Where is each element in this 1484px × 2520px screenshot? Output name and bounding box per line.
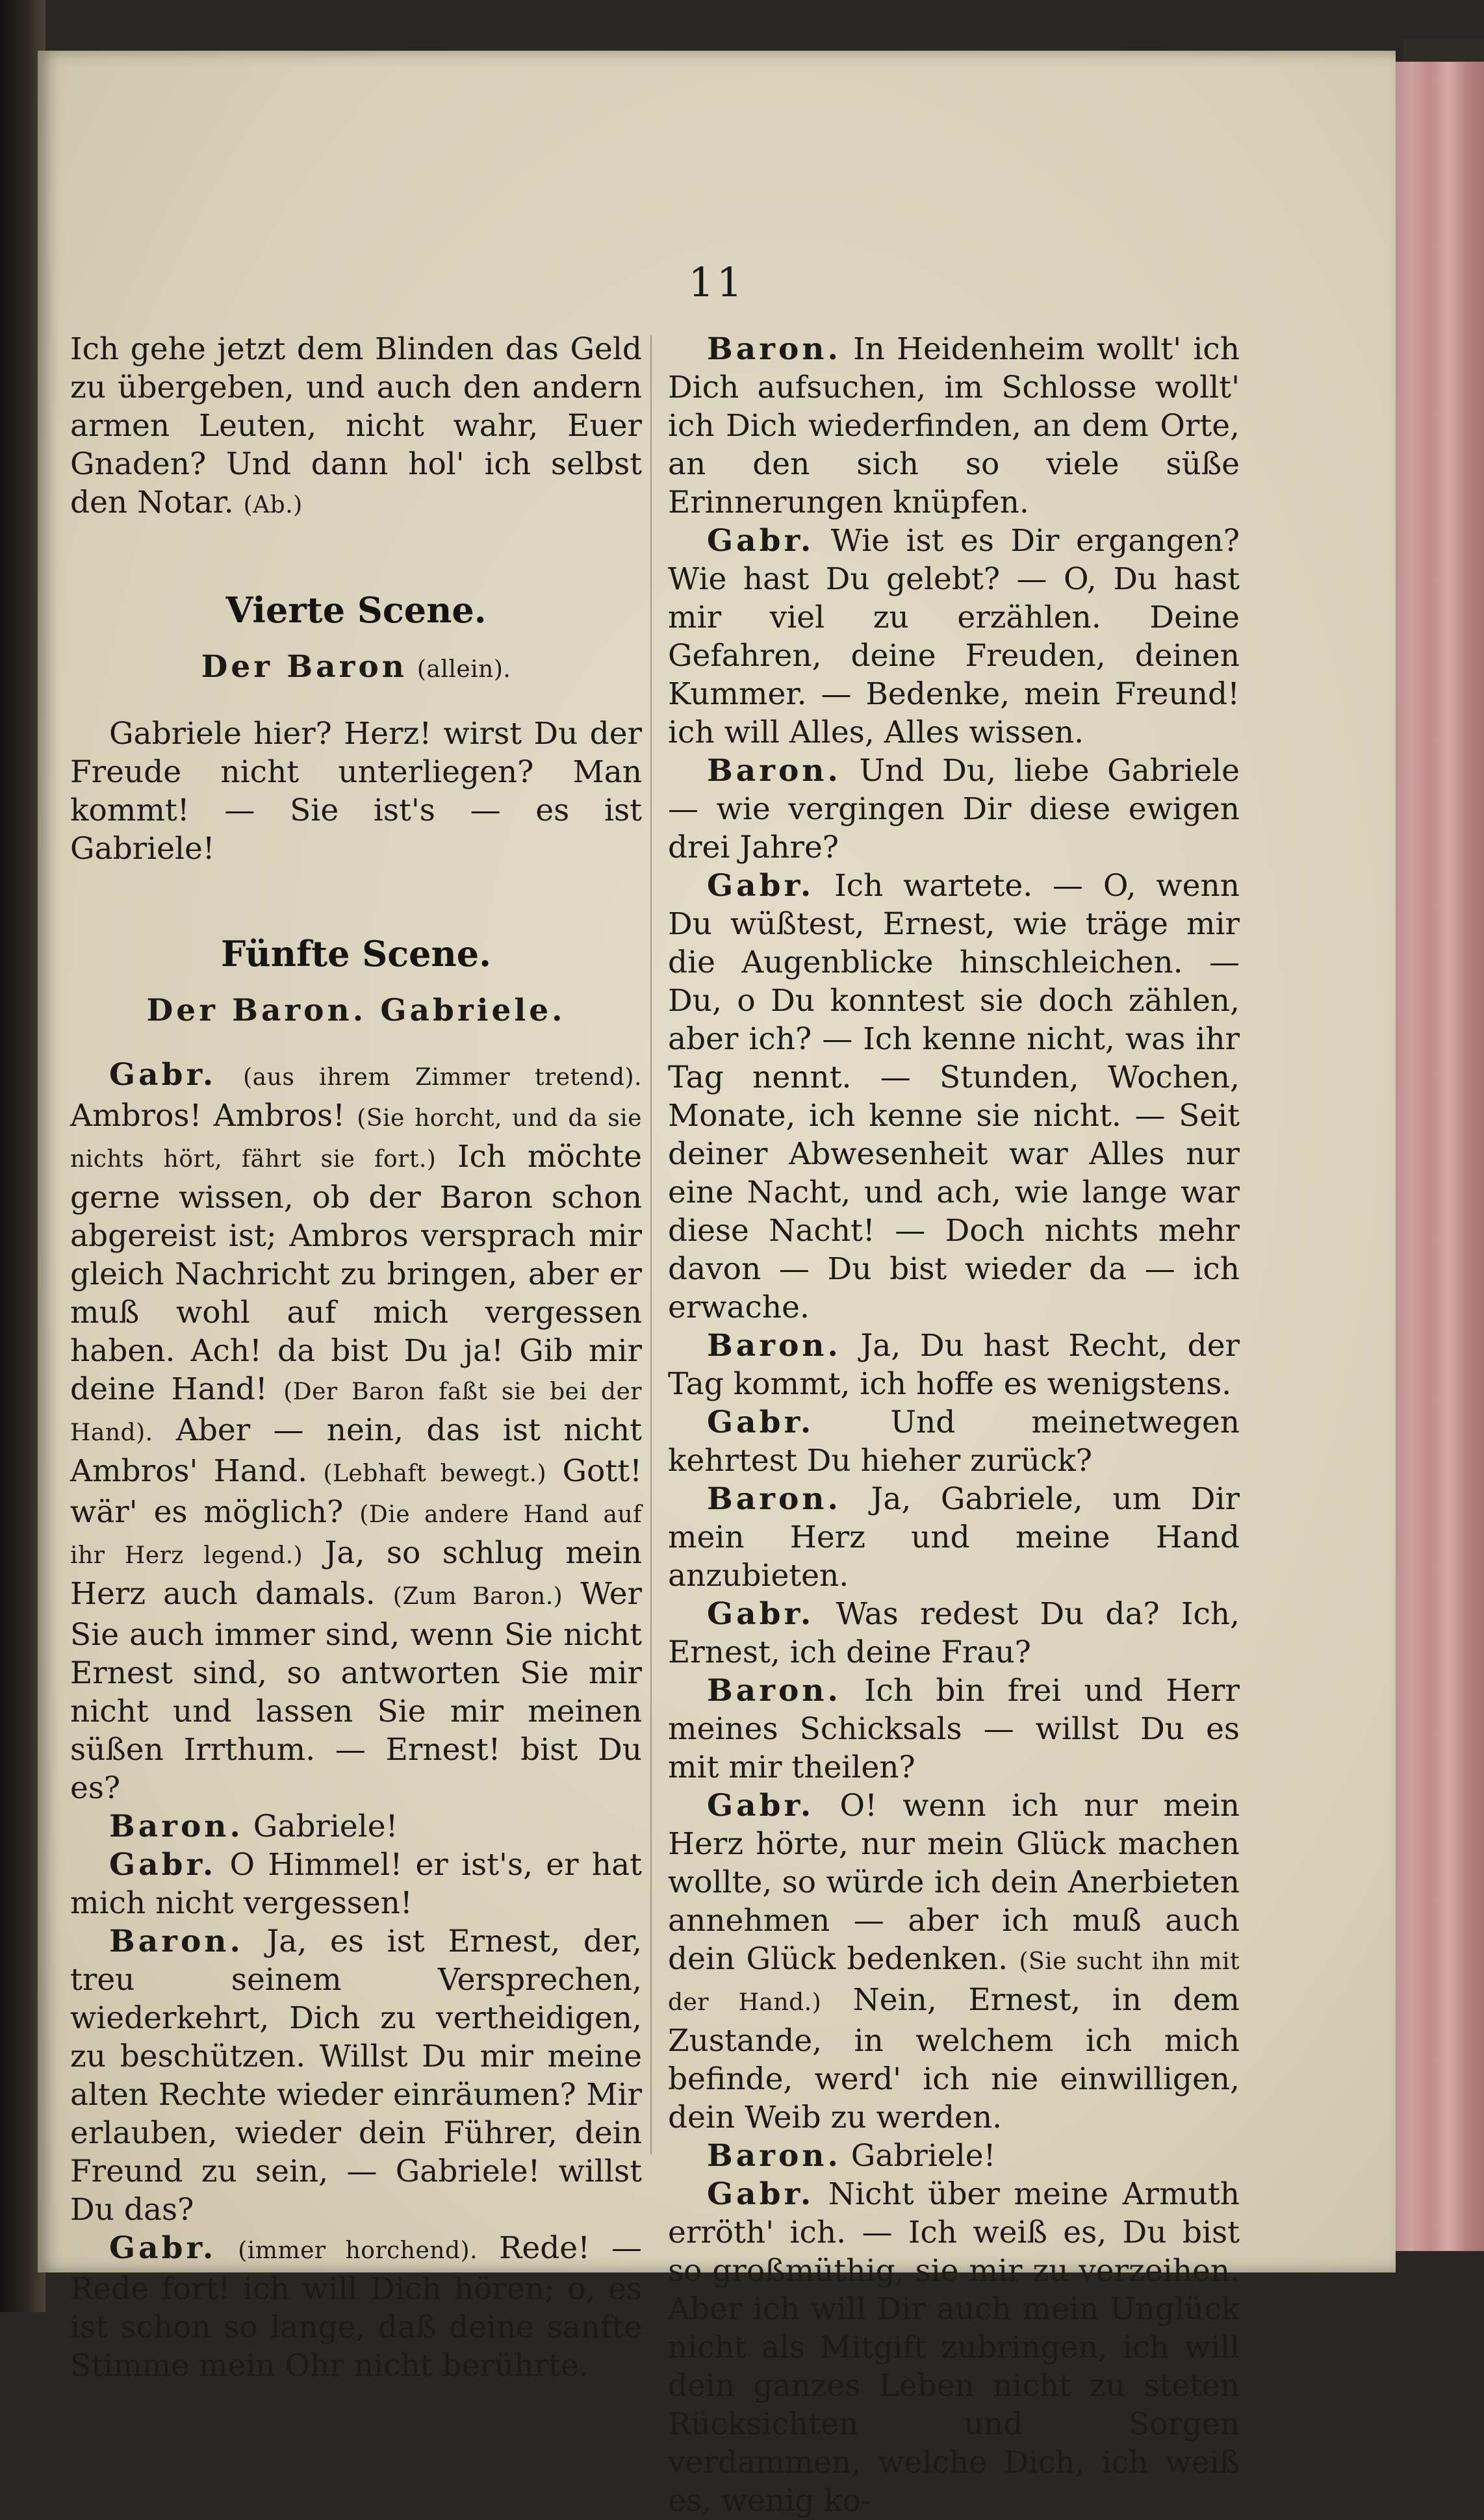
paragraph bbox=[70, 715, 642, 868]
book-page bbox=[38, 51, 1396, 2519]
speaker-name: Baron. bbox=[707, 1328, 841, 1364]
dialogue-text: Ich möchte gerne wissen, ob der Baron schon abgereist ist; Ambros versprach mir gleich Nachricht zu bringen, aber er muß wohl auf mich vergessen haben. Ach! da bist Du ja! Gib mir deine Hand! bbox=[70, 1139, 642, 1407]
stage-direction: (Ab.) bbox=[243, 492, 303, 518]
stage-direction: (Der Baron faßt sie bei der Hand). bbox=[70, 1379, 642, 1446]
right-column bbox=[668, 330, 1240, 2520]
paragraph bbox=[70, 2229, 642, 2385]
paragraph bbox=[668, 2137, 1240, 2175]
paragraph bbox=[70, 1056, 642, 1807]
paragraph bbox=[70, 1846, 642, 1922]
scene-heading: Vierte Scene. bbox=[225, 589, 487, 631]
dialogue-text: O! wenn ich nur mein Herz hörte, nur mein Glück machen wollte, so würde ich dein Anerbieten annehmen — aber ich muß auch dein Glück bedenken. bbox=[668, 1788, 1240, 1977]
dialogue-text: Gabriele! bbox=[253, 1809, 398, 1844]
paragraph bbox=[668, 1672, 1240, 1787]
scene-heading: Fünfte Scene. bbox=[221, 933, 491, 974]
paragraph bbox=[668, 1327, 1240, 1403]
stage-direction: (Sie sucht ihn mit der Hand.) bbox=[668, 1948, 1240, 2016]
paragraph bbox=[668, 867, 1240, 1327]
cast-line bbox=[70, 648, 642, 689]
speaker-name: Gabr. bbox=[707, 523, 815, 559]
stage-direction: (allein). bbox=[416, 656, 511, 683]
dialogue-text: Gott! wär' es möglich? bbox=[70, 1453, 642, 1530]
background-corner bbox=[1403, 39, 1484, 65]
speaker-name: Gabr. bbox=[707, 1405, 815, 1440]
paragraph bbox=[70, 1807, 642, 1846]
speaker-name: Gabr. bbox=[707, 1788, 815, 1824]
dialogue-text: Aber — nein, das ist nicht Ambros' Hand. bbox=[70, 1412, 642, 1489]
dialogue-text: Ich bin frei und Herr meines Schicksals — willst Du es mit mir theilen? bbox=[668, 1673, 1240, 1785]
paragraph bbox=[70, 1922, 642, 2229]
speaker-name: Baron. bbox=[109, 1924, 244, 1959]
dialogue-text: Rede! — Rede fort! ich will Dich hören; o, es ist schon so lange, daß deine sanfte Stimme mein Ohr nicht berührte. bbox=[70, 2230, 642, 2384]
dialogue-text: Nein, Ernest, in dem Zustande, in welchem ich mich befinde, werd' ich nie einwilligen, dein Weib zu werden. bbox=[668, 1982, 1240, 2135]
dialogue-text: Und Du, liebe Gabriele — wie vergingen Dir diese ewigen drei Jahre? bbox=[668, 753, 1240, 865]
paragraph bbox=[668, 522, 1240, 752]
paragraph bbox=[668, 1787, 1240, 2137]
dialogue-text: Ja, Du hast Recht, der Tag kommt, ich hoffe es wenigstens. bbox=[668, 1328, 1240, 1402]
page-edge-red bbox=[1390, 62, 1484, 2251]
speaker-name: Baron. bbox=[109, 1809, 244, 1844]
dialogue-text: Ja, so schlug mein Herz auch damals. bbox=[70, 1535, 642, 1612]
speaker-name: Gabr. bbox=[707, 1596, 815, 1632]
speaker-name: Baron. bbox=[707, 753, 841, 789]
dialogue-text: Ambros! Ambros! bbox=[70, 1098, 346, 1134]
speaker-name: Der Baron bbox=[201, 649, 407, 685]
dialogue-text: Ja, es ist Ernest, der, treu seinem Versprechen, wiederkehrt, Dich zu vertheidigen, zu beschützen. Willst Du mir meine alten Rechte wieder einräumen? Mir erlauben, wieder dein Führer, dein Freund zu sein, — Gabriele! willst Du das? bbox=[70, 1924, 642, 2228]
dialogue-text: Ja, Gabriele, um Dir mein Herz und meine Hand anzubieten. bbox=[668, 1481, 1240, 1594]
stage-direction: (Zum Baron.) bbox=[392, 1583, 563, 1610]
speaker-name: Gabr. bbox=[109, 1847, 217, 1883]
dialogue-text: Und meinetwegen kehrtest Du hieher zurück? bbox=[668, 1405, 1240, 1479]
dialogue-text: Gabriele! bbox=[851, 2138, 996, 2174]
dialogue-text: Ich wartete. — O, wenn Du wüßtest, Ernest, wie träge mir die Augenblicke hinschleichen. — Du, o Du konntest sie doch zählen, aber ich? — Ich kenne nicht, was ihr Tag nennt. — Stunden, Wochen, Monate, ich kenne sie nicht. — Seit deiner Abwesenheit war Alles nur eine Nacht, und ach, wie lange war diese Nacht! — Doch nichts mehr davon — Du bist wieder da — ich erwache. bbox=[668, 868, 1240, 1325]
paragraph bbox=[668, 2175, 1240, 2520]
paragraph bbox=[668, 752, 1240, 867]
dialogue-text: Ich gehe jetzt dem Blinden das Geld zu übergeben, und auch den andern armen Leuten, nicht wahr, Euer Gnaden? Und dann hol' ich selbst den Notar. bbox=[70, 331, 642, 520]
stage-direction: (Lebhaft bewegt.) bbox=[323, 1460, 547, 1487]
speaker-name: Gabr. bbox=[109, 1057, 217, 1093]
dialogue-text: Nicht über meine Armuth erröth' ich. — Ich weiß es, Du bist so großmüthig, sie mir zu verzeihen. Aber ich will Dir auch mein Unglück nicht als Mitgift zubringen, ich will dein ganzes Leben nicht zu steten Rücksichten und Sorgen verdammen, welche Dich, ich weiß es, wenig ko- bbox=[668, 2176, 1240, 2519]
speaker-name: Baron. bbox=[707, 1673, 841, 1709]
dialogue-text: Was redest Du da? Ich, Ernest, ich deine Frau? bbox=[668, 1596, 1240, 1670]
stage-direction: (Sie horcht, und da sie nichts hört, fährt sie fort.) bbox=[70, 1105, 642, 1173]
speaker-name: Gabr. bbox=[707, 868, 815, 904]
stage-direction: (aus ihrem Zimmer tretend). bbox=[243, 1064, 642, 1091]
paragraph bbox=[668, 1403, 1240, 1480]
dialogue-text: Wer Sie auch immer sind, wenn Sie nicht Ernest sind, so antworten Sie mir nicht und lassen Sie mir meinen süßen Irrthum. — Ernest! bist Du es? bbox=[70, 1576, 642, 1806]
dialogue-text: O Himmel! er ist's, er hat mich nicht vergessen! bbox=[70, 1847, 642, 1921]
speaker-name: Gabr. bbox=[707, 2176, 815, 2212]
speaker-name: Gabr. bbox=[109, 2230, 217, 2266]
dialogue-text: Gabriele hier? Herz! wirst Du der Freude nicht unterliegen? Man kommt! — Sie ist's — es ist Gabriele! bbox=[70, 716, 642, 867]
paragraph bbox=[70, 330, 642, 524]
speaker-name: Baron. bbox=[707, 331, 841, 367]
dialogue-text: Wie ist es Dir ergangen? Wie hast Du gelebt? — O, Du hast mir viel zu erzählen. Deine Gefahren, deine Freuden, deinen Kummer. — Bedenke, mein Freund! ich will Alles, Alles wissen. bbox=[668, 523, 1240, 750]
speaker-name: Baron. bbox=[707, 2138, 841, 2174]
dialogue-text: In Heidenheim wollt' ich Dich aufsuchen, im Schlosse wollt' ich Dich wiederfinden, an dem Orte, an den sich so viele süße Erinnerungen knüpfen. bbox=[668, 331, 1240, 520]
paragraph bbox=[668, 1595, 1240, 1672]
column-divider bbox=[650, 335, 652, 2154]
paragraph bbox=[668, 330, 1240, 522]
left-column bbox=[70, 330, 642, 2385]
stage-direction: (Die andere Hand auf ihr Herz legend.) bbox=[70, 1501, 642, 1569]
cast-line: Der Baron. Gabriele. bbox=[146, 993, 566, 1028]
page-number: 11 bbox=[688, 259, 745, 306]
paragraph bbox=[668, 1480, 1240, 1595]
stage-direction: (immer horchend). bbox=[238, 2237, 478, 2264]
speaker-name: Baron. bbox=[707, 1481, 841, 1517]
